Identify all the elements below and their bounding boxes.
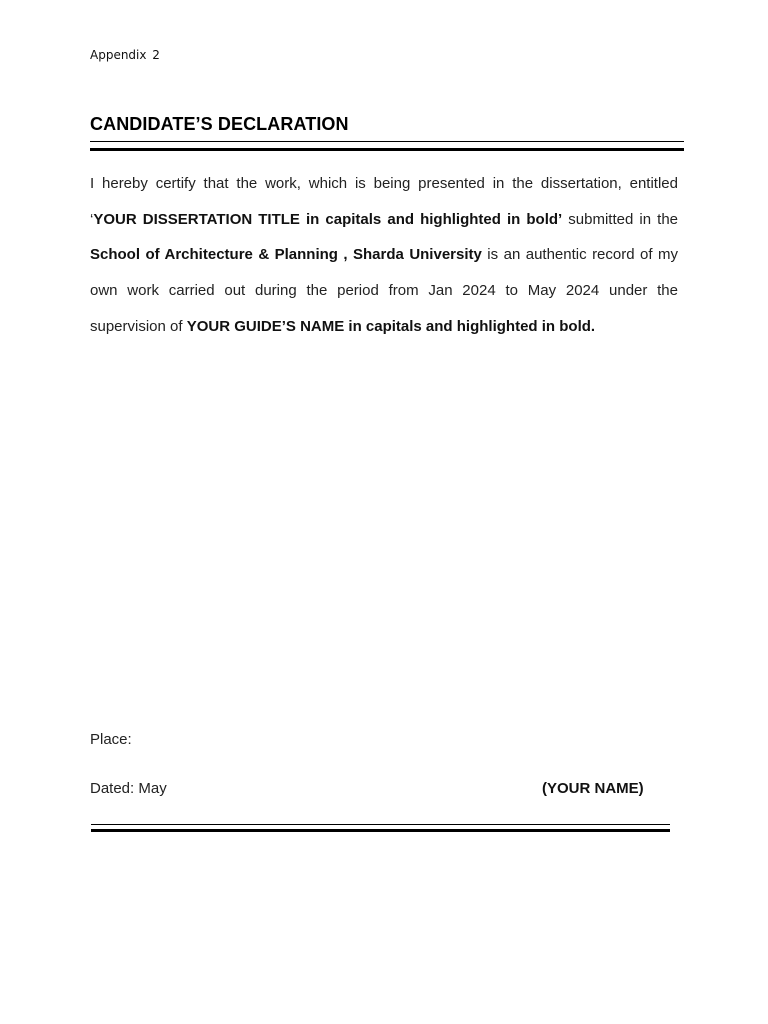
footer-double-rule: [91, 824, 670, 836]
declaration-text-period: is an authentic record of my own work carried out during the period from Jan 2024 to May 2024 under the supervision of: [90, 246, 678, 335]
footer-rule-thin: [91, 824, 670, 825]
footer-rule-thick: [91, 829, 670, 832]
declaration-paragraph: [90, 166, 678, 345]
declaration-text-intro: I hereby certify that the work, which is being presented in the dissertation, entitled ‘: [90, 175, 678, 228]
dissertation-title-placeholder: YOUR DISSERTATION TITLE in capitals and highlighted in bold’: [93, 210, 563, 228]
title-double-rule: [90, 141, 684, 153]
guide-name-placeholder: YOUR GUIDE’S NAME in capitals and highlighted in bold.: [186, 317, 596, 335]
place-label: Place:: [90, 731, 132, 748]
appendix-label: Appendix 2: [90, 48, 160, 62]
declaration-title: CANDIDATE’S DECLARATION: [90, 114, 349, 134]
declaration-text-submitted: submitted in the: [562, 210, 678, 228]
dated-label: Dated: May: [90, 780, 167, 797]
institution-name: School of Architecture & Planning , Sharda University: [90, 246, 482, 264]
title-rule-thin: [90, 141, 684, 142]
title-rule-thick: [90, 148, 684, 151]
signature-name: (YOUR NAME): [542, 780, 644, 797]
